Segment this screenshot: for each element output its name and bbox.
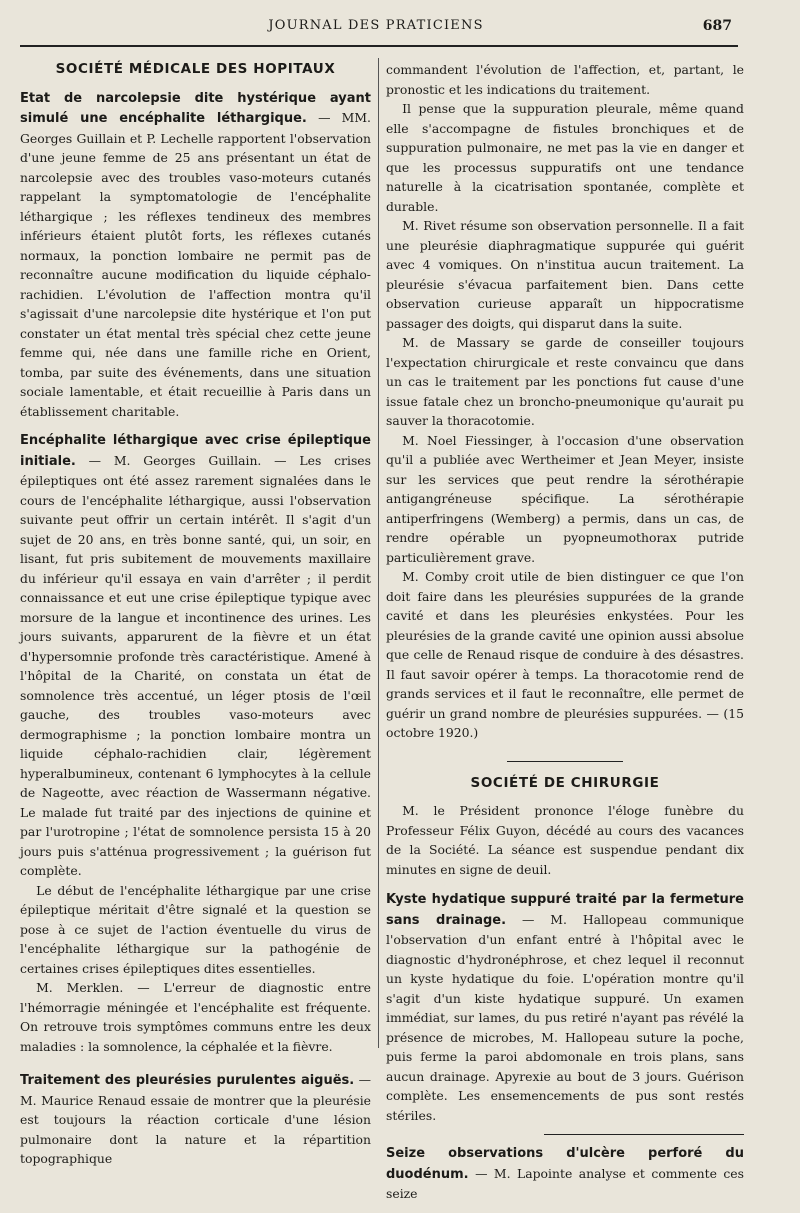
section-title-medicale: SOCIÉTÉ MÉDICALE DES HOPITAUX bbox=[55, 61, 336, 77]
article-title: Seize observations d'ulcère perforé du duodénum. bbox=[386, 1146, 744, 1182]
article-body: — M. Georges Guillain. — Les crises épileptiques ont été assez rarement signalées dans le cours de l'encéphalite léthargique, aussi l'observation suivante peut offrir un certain intérêt. Il s'agit d'un sujet de 20 ans, en très bonne santé, qui, un soir, en lisant, fut pris subitement de mouvements maxillaire du inférieur qu'il essaya en vain d'arrêter ; il perdit connaissance et eut une crise épileptique typique avec morsure de la langue et incontinence des urines. Les jours suivants, apparurent de la fièvre et un état d'hypersomnie profonde très caractéristique. Amené à l'hôpital de la Charité, on constata un état de somnolence très accentué, un léger ptosis de l'œil gauche, des troubles vaso-moteurs avec dermographisme ; la ponction lombaire montra un liquide céphalo-rachidien clair, légèrement hyperalbumineux, contenant 6 lymphocytes à la cellule de Nageotte, avec réaction de Wassermann négative. Le malade fut traité par des injections de quinine et par l'urotropine ; l'état de somnolence persista 15 à 20 jours puis s'atténua progressivement ; la guérison fut complète. bbox=[20, 452, 371, 878]
paragraph: commandent l'évolution de l'affection, et, partant, le pronostic et les indications du traitement. bbox=[386, 62, 744, 97]
header-rule bbox=[20, 45, 738, 47]
paragraph: Il pense que la suppuration pleurale, même quand elle s'accompagne de fistules bronchiques et de suppuration pulmonaire, ne met pas la vie en danger et que les processus suppuratifs ont une tendance naturelle à la cicatrisation spontanée, complète et durable. bbox=[386, 101, 744, 214]
article-rule bbox=[544, 1134, 744, 1135]
column-divider bbox=[378, 58, 379, 1048]
article-title: Encéphalite léthargique avec crise épileptique initiale. bbox=[20, 433, 371, 469]
article-title: Traitement des pleurésies purulentes aiguës. bbox=[20, 1073, 355, 1088]
paragraph: M. Comby croit utile de bien distinguer ce que l'on doit faire dans les pleurésies suppurées de la grande cavité et dans les pleurésies enkystées. Pour les pleurésies de la grande cavité une opinion aussi absolue que celle de Renaud risque de conduire à des désastres. Il faut savoir opérer à temps. La thoracotomie rend de grands services et il faut le reconnaître, elle permet de guérir un grand nombre de pleurésies suppurées. — (15 octobre 1920.) bbox=[386, 569, 744, 740]
article-body: — M. Maurice Renaud essaie de montrer que la pleurésie est toujours la réaction corticale d'une lésion pulmonaire dont la nature et la répartition topographique bbox=[20, 1072, 371, 1166]
article-body: — M. Lapointe analyse et commente ces seize bbox=[386, 1165, 744, 1201]
left-column bbox=[20, 60, 371, 1178]
section-rule bbox=[507, 761, 623, 762]
article-pleuresies bbox=[20, 1070, 371, 1169]
paragraph: M. de Massary se garde de conseiller toujours l'expectation chirurgicale et reste convaincu que dans un cas le traitement par les ponctions fut cause d'une issue fatale chez un broncho-pneumonique qu'aurait pu sauver la thoracotomie. bbox=[386, 335, 744, 428]
page-number: 687 bbox=[702, 18, 732, 34]
right-column bbox=[386, 60, 744, 1213]
paragraph: M. le Président prononce l'éloge funèbre du Professeur Félix Guyon, décédé au cours des vacances de la Société. La séance est suspendue pendant dix minutes en signe de deuil. bbox=[386, 803, 744, 877]
paragraph: M. Rivet résume son observation personnelle. Il a fait une pleurésie diaphragmatique suppurée qui guérit avec 4 vomiques. On n'institua aucun traitement. La pleurésie s'évacua parfaitement bien. Dans cette observation curieuse apparaît un hippocratisme passager des doigts, qui disparut dans la suite. bbox=[386, 218, 744, 331]
section-title-chirurgie: SOCIÉTÉ DE CHIRURGIE bbox=[470, 774, 660, 791]
paragraph: Le début de l'encéphalite léthargique par une crise épileptique méritait d'être signalé et la question se pose à ce sujet de l'action éventuelle du virus de l'encéphalite léthargique sur la pathogénie de certaines crises épileptiques dites essentielles. bbox=[20, 882, 371, 976]
president-announcement bbox=[386, 801, 744, 879]
article-encephalite bbox=[20, 430, 371, 1056]
article-narcolepsie bbox=[20, 88, 371, 422]
article-body: — MM. Georges Guillain et P. Lechelle rapportent l'observation d'une jeune femme de 25 ans présentant un état de narcolepsie avec des troubles vaso-moteurs cutanés rappelant la symptomatologie de l'encéphalite léthargique ; les réflexes tendineux des membres inférieurs étaient plutôt forts, les réflexes cutanés normaux, la ponction lombaire ne permit pas de reconnaître aucune modification du liquide céphalo-rachidien. L'évolution de l'affection montra qu'il s'agissait d'une narcolepsie dite hystérique et l'on put constater un état mental très spécial chez cette jeune femme qui, née dans une famille riche en Orient, tomba, par suite des événements, dans une situation sociale lamentable, et était recueillie à Paris dans un établissement charitable. bbox=[20, 110, 371, 419]
paragraph: M. Merklen. — L'erreur de diagnostic entre l'hémorragie méningée et l'encéphalite est fréquente. On retrouve trois symptômes communs entre les deux maladies : la somnolence, la céphalée et la fièvre. bbox=[20, 980, 371, 1054]
article-title: Kyste hydatique suppuré traité par la fermeture sans drainage. bbox=[386, 892, 744, 928]
article-body: — M. Hallopeau communique l'observation d'un enfant entré à l'hôpital avec le diagnostic d'hydronéphrose, et chez lequel il reconnut un kyste hydatique du foie. L'opération montre qu'il s'agit d'un kiste hydatique suppuré. Un examen immédiat, sur lames, du pus retiré n'ayant pas révélé la présence de microbes, M. Hallopeau suture la poche, puis ferme la paroi abdomonale en trois plans, sans aucun drainage. Apyrexie au bout de 3 jours. Guérison complète. Les ensemencements de pus sont restés stériles. bbox=[386, 911, 745, 1123]
article-kyste bbox=[386, 889, 744, 1125]
page-header bbox=[20, 18, 732, 40]
paragraph: M. Noel Fiessinger, à l'occasion d'une observation qu'il a publiée avec Wertheimer et Jean Meyer, insiste sur les services que peut rendre la sérothérapie antigangréneuse spécifique. La sérothérapie antiperfringens (Wemberg) a permis, dans un cas, de rendre opérable un pyopneumothorax putride particulièrement grave. bbox=[386, 432, 744, 565]
article-ulcere bbox=[386, 1143, 744, 1204]
running-title: JOURNAL DES PRATICIENS bbox=[268, 18, 484, 33]
article-title: Etat de narcolepsie dite hystérique ayant simulé une encéphalite léthargique. bbox=[20, 90, 371, 126]
